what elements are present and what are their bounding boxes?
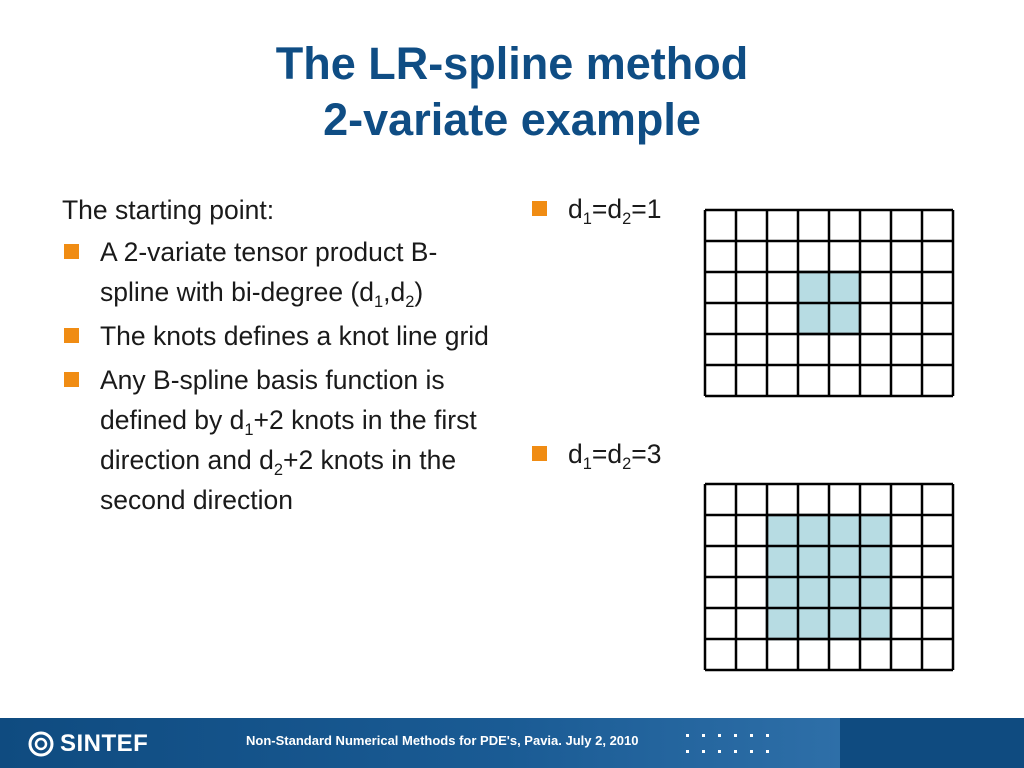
square-bullet-icon bbox=[532, 446, 547, 461]
logo-text: SINTEF bbox=[60, 730, 149, 757]
bullet-tensor-product bbox=[62, 232, 502, 312]
bullet-text: The knots defines a knot line grid bbox=[100, 321, 489, 351]
sintef-logo bbox=[28, 731, 148, 757]
bullet-basis-function bbox=[62, 360, 502, 520]
left-column bbox=[62, 190, 502, 524]
dots-decoration-icon bbox=[684, 732, 780, 758]
case-label-d1: $d_1=d_2=1$ bbox=[530, 193, 661, 225]
knot-grid-degree-3 bbox=[702, 481, 956, 687]
slide-title bbox=[0, 36, 1024, 148]
bullet-knot-grid bbox=[62, 316, 502, 356]
sintef-logo-icon bbox=[28, 731, 54, 757]
title-line-1: The LR-spline method bbox=[275, 38, 749, 89]
title-line-2: 2-variate example bbox=[323, 94, 701, 145]
intro-text: The starting point: bbox=[62, 195, 275, 225]
square-bullet-icon bbox=[532, 201, 547, 216]
bullet-text: Any B-spline basis function is defined by $d_1+2$ knots in the first direction and $d_2+2$ knots in the second direction bbox=[100, 365, 477, 515]
square-bullet-icon bbox=[64, 372, 79, 387]
knot-grid-degree-1 bbox=[702, 207, 956, 413]
square-bullet-icon bbox=[64, 244, 79, 259]
case-label-d3: $d_1=d_2=3$ bbox=[530, 438, 661, 470]
footer-bar bbox=[0, 718, 1024, 768]
square-bullet-icon bbox=[64, 328, 79, 343]
bullet-text: A 2-variate tensor product B-spline with bi-degree $(d_1,d_2)$ bbox=[100, 237, 438, 311]
footer-text: Non-Standard Numerical Methods for PDE's, Pavia. July 2, 2010 bbox=[246, 733, 639, 748]
